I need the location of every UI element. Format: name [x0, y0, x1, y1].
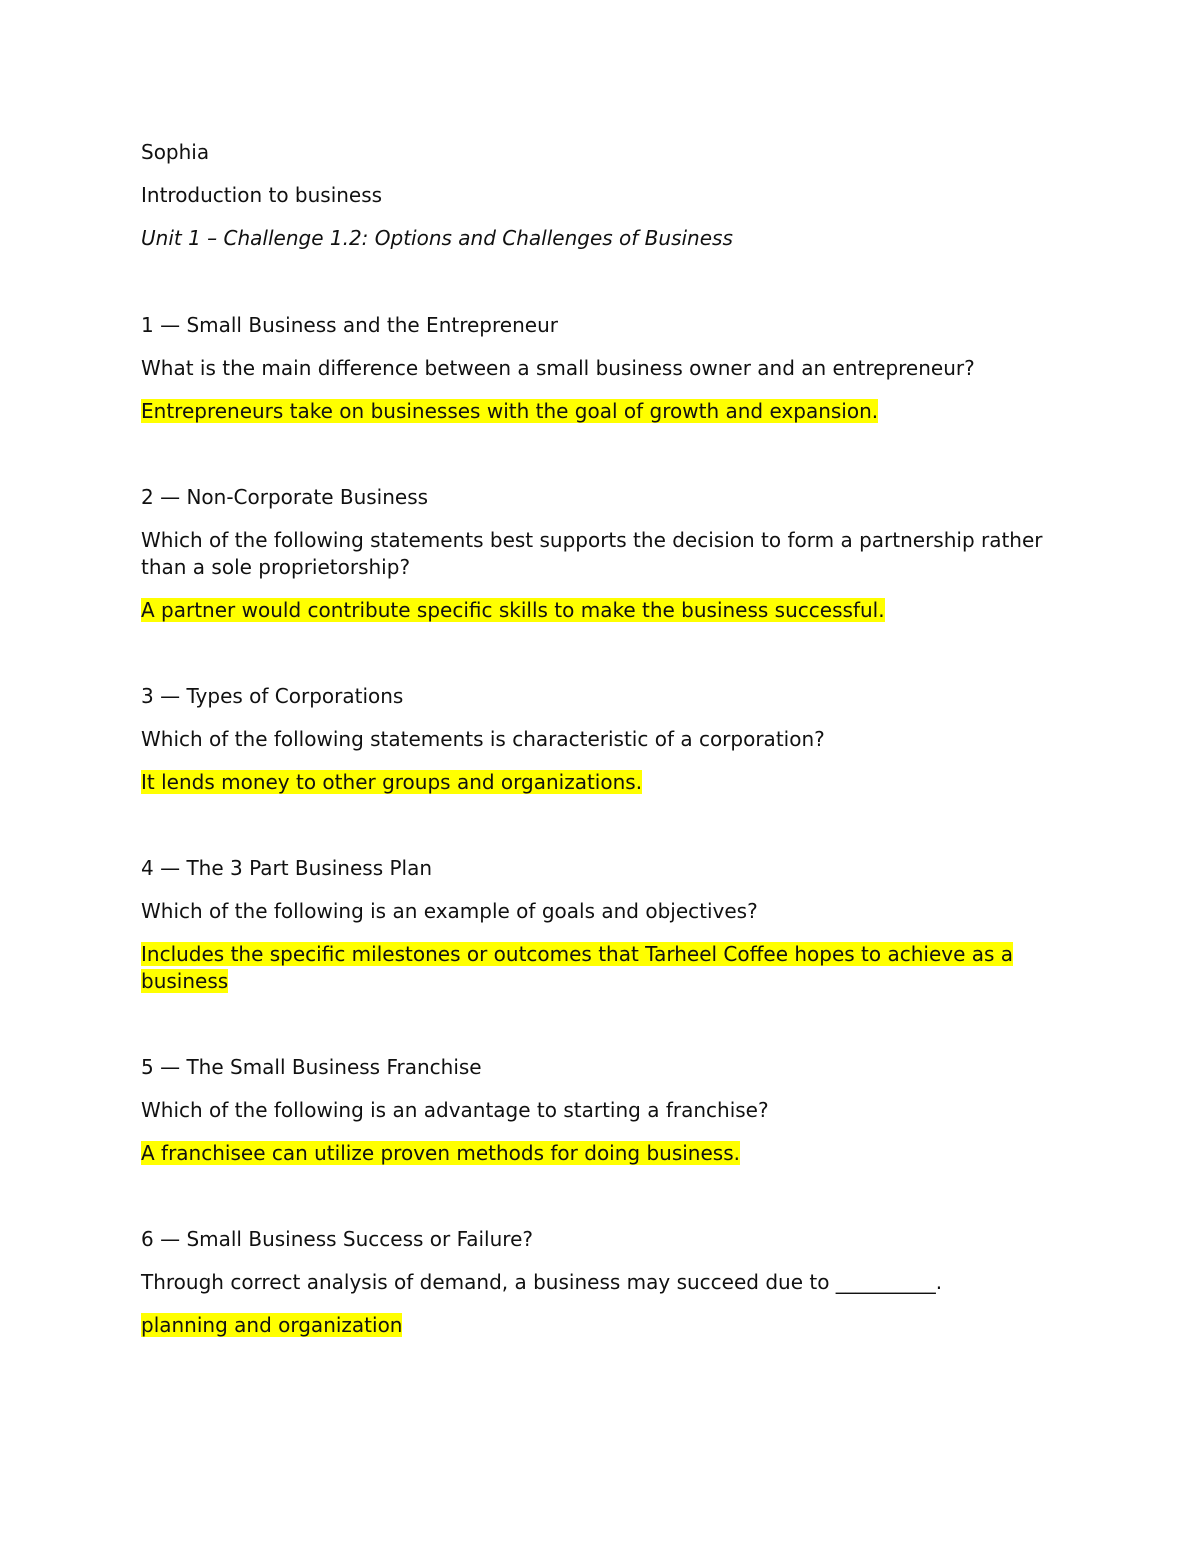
document-page — [141, 139, 1061, 1398]
question-text: Which of the following statements best supports the decision to form a partnership rather than a sole proprietorship? — [141, 528, 1043, 579]
question-text: Which of the following is an example of goals and objectives? — [141, 899, 758, 923]
question-block-2 — [141, 484, 1061, 624]
question-heading: 6 — Small Business Success or Failure? — [141, 1227, 533, 1251]
question-block-6 — [141, 1226, 1061, 1339]
question-heading: 2 — Non-Corporate Business — [141, 485, 429, 509]
question-block-4 — [141, 855, 1061, 995]
question-text: Through correct analysis of demand, a business may succeed due to __________. — [141, 1270, 943, 1294]
question-block-1 — [141, 312, 1061, 425]
highlighted-answer: A partner would contribute specific skills to make the business successful. — [141, 598, 885, 622]
assignment-title: Unit 1 – Challenge 1.2: Options and Challenges of Business — [141, 226, 733, 250]
question-heading: 3 — Types of Corporations — [141, 684, 404, 708]
question-block-5 — [141, 1054, 1061, 1167]
highlighted-answer: A franchisee can utilize proven methods for doing business. — [141, 1141, 740, 1165]
question-heading: 5 — The Small Business Franchise — [141, 1055, 482, 1079]
question-heading: 1 — Small Business and the Entrepreneur — [141, 313, 558, 337]
highlighted-answer: planning and organization — [141, 1313, 403, 1337]
question-text: Which of the following is an advantage to starting a franchise? — [141, 1098, 769, 1122]
question-block-3 — [141, 683, 1061, 796]
course-name: Introduction to business — [141, 183, 383, 207]
question-heading: 4 — The 3 Part Business Plan — [141, 856, 433, 880]
student-name: Sophia — [141, 140, 210, 164]
highlighted-answer: It lends money to other groups and organizations. — [141, 770, 643, 794]
highlighted-answer: Entrepreneurs take on businesses with the goal of growth and expansion. — [141, 399, 879, 423]
question-text: What is the main difference between a small business owner and an entrepreneur? — [141, 356, 975, 380]
highlighted-answer: Includes the specific milestones or outcomes that Tarheel Coffee hopes to achieve as a business — [141, 942, 1014, 993]
question-text: Which of the following statements is characteristic of a corporation? — [141, 727, 825, 751]
